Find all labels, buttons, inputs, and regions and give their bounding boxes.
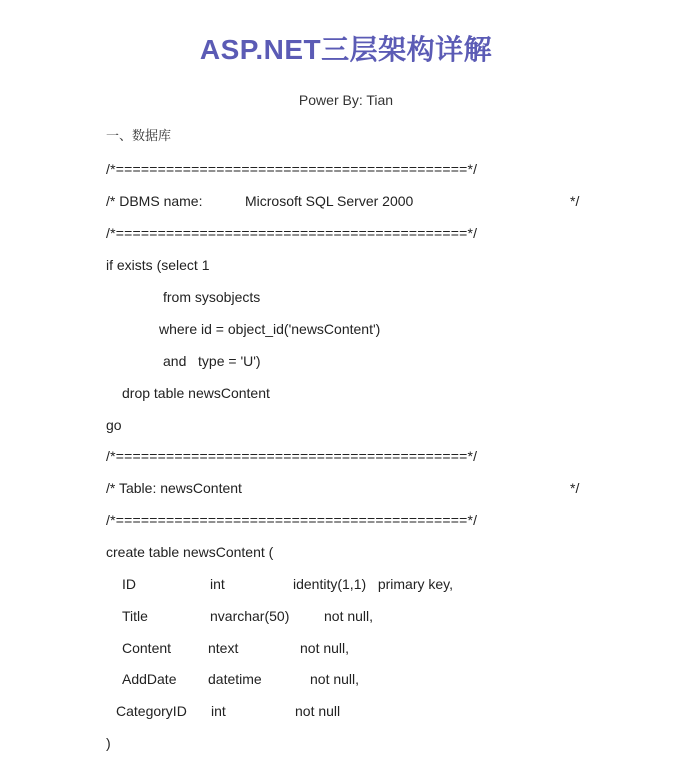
column-type: datetime <box>208 671 262 687</box>
go-line: go <box>106 417 122 433</box>
column-name: ID <box>122 576 136 592</box>
column-type: ntext <box>208 640 239 656</box>
column-constraint: not null, <box>324 608 374 624</box>
close-paren: ) <box>106 735 111 751</box>
comment-rule: /*==========================================*/ <box>106 225 478 241</box>
column-name: AddDate <box>122 671 177 687</box>
comment-close: */ <box>570 480 580 496</box>
comment-close: */ <box>570 193 580 209</box>
table-comment: /* Table: newsContent <box>106 480 242 496</box>
author-line: Power By: Tian <box>298 92 394 108</box>
dbms-name: Microsoft SQL Server 2000 <box>245 193 414 209</box>
column-name: CategoryID <box>116 703 187 719</box>
column-type: nvarchar(50) <box>210 608 290 624</box>
dbms-comment-open: /* DBMS name: <box>106 193 203 209</box>
column-constraint: not null, <box>310 671 360 687</box>
column-name: Title <box>122 608 148 624</box>
column-name: Content <box>122 640 172 656</box>
drop-table-line: drop table newsContent <box>122 385 270 401</box>
column-type: int <box>210 576 225 592</box>
column-constraint: identity(1,1) primary key, <box>293 576 454 592</box>
comment-rule: /*==========================================*/ <box>106 512 478 528</box>
column-constraint: not null <box>295 703 341 719</box>
comment-rule: /*==========================================*/ <box>106 161 478 177</box>
column-type: int <box>211 703 226 719</box>
section-heading: 一、数据库 <box>106 129 172 144</box>
document-title: ASP.NET三层架构详解 <box>199 34 493 65</box>
comment-rule: /*==========================================*/ <box>106 448 478 464</box>
where-clause-line: where id = object_id('newsContent') <box>159 321 381 337</box>
from-clause-line: from sysobjects <box>163 289 261 305</box>
column-constraint: not null, <box>300 640 350 656</box>
create-table-line: create table newsContent ( <box>106 544 274 560</box>
if-exists-line: if exists (select 1 <box>106 257 210 273</box>
and-clause-line: and type = 'U') <box>163 353 261 369</box>
